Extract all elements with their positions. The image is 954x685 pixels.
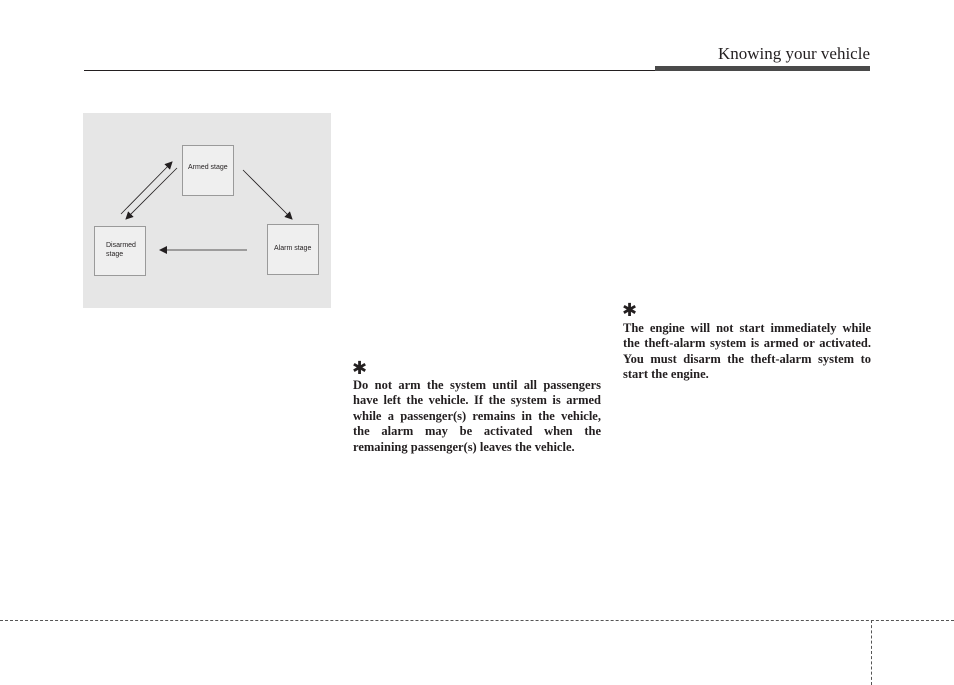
alarm-stage-box — [267, 224, 319, 275]
armed-stage-box — [182, 145, 234, 196]
note-passengers-text: Do not arm the system until all passengers have left the vehicle. If the system is armed while a passenger(s) remains in the vehicle, the alarm may be activated when the remaining passenger(s) leaves the vehicle. — [353, 378, 601, 454]
alarm-stage-label: Alarm stage — [274, 245, 312, 252]
alarm-stage-diagram — [83, 113, 331, 308]
arrow-armed-to-alarm — [243, 170, 292, 219]
arrow-disarmed-to-armed — [121, 162, 172, 214]
page-header-title: Knowing your vehicle — [717, 44, 870, 63]
footer-dashed-divider — [871, 620, 872, 685]
armed-stage-label: Armed stage — [188, 164, 228, 171]
note-symbol-icon: ✱ — [352, 358, 368, 379]
header-accent-bar — [655, 66, 870, 71]
disarmed-stage-label: Disarmed stage — [106, 242, 136, 258]
disarmed-stage-box — [94, 226, 146, 276]
arrow-armed-to-disarmed — [126, 168, 177, 219]
diagram-arrows — [83, 113, 331, 308]
footer-dashed-rule — [0, 620, 954, 621]
note-engine-start-text: The engine will not start immediately while the theft-alarm system is armed or activated. You must disarm the theft-alarm system to start the engine. — [623, 321, 871, 382]
note-symbol-icon: ✱ — [622, 300, 638, 321]
